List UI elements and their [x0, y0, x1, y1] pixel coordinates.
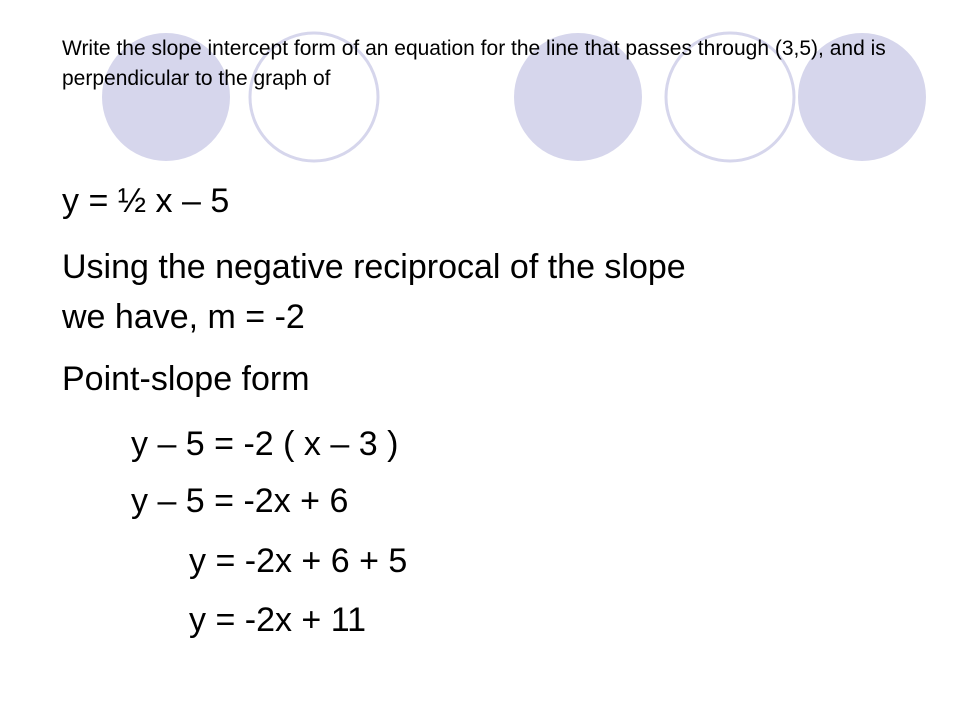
reciprocal-explanation-line-2: we have, m = -2: [62, 298, 305, 336]
step-add-five: y = -2x + 6 + 5: [189, 542, 408, 580]
point-slope-heading: Point-slope form: [62, 360, 310, 398]
final-equation: y = -2x + 11: [189, 601, 367, 639]
step-distribute: y – 5 = -2x + 6: [131, 482, 349, 520]
decorative-circles: [0, 0, 960, 200]
step-point-slope: y – 5 = -2 ( x – 3 ): [131, 425, 399, 463]
slide-title: Write the slope intercept form of an equation for the line that passes through (3,5), and is perpendicular to the graph of: [62, 37, 886, 90]
original-equation: y = ½ x – 5: [62, 182, 230, 220]
reciprocal-explanation-line-1: Using the negative reciprocal of the slope: [62, 248, 686, 286]
